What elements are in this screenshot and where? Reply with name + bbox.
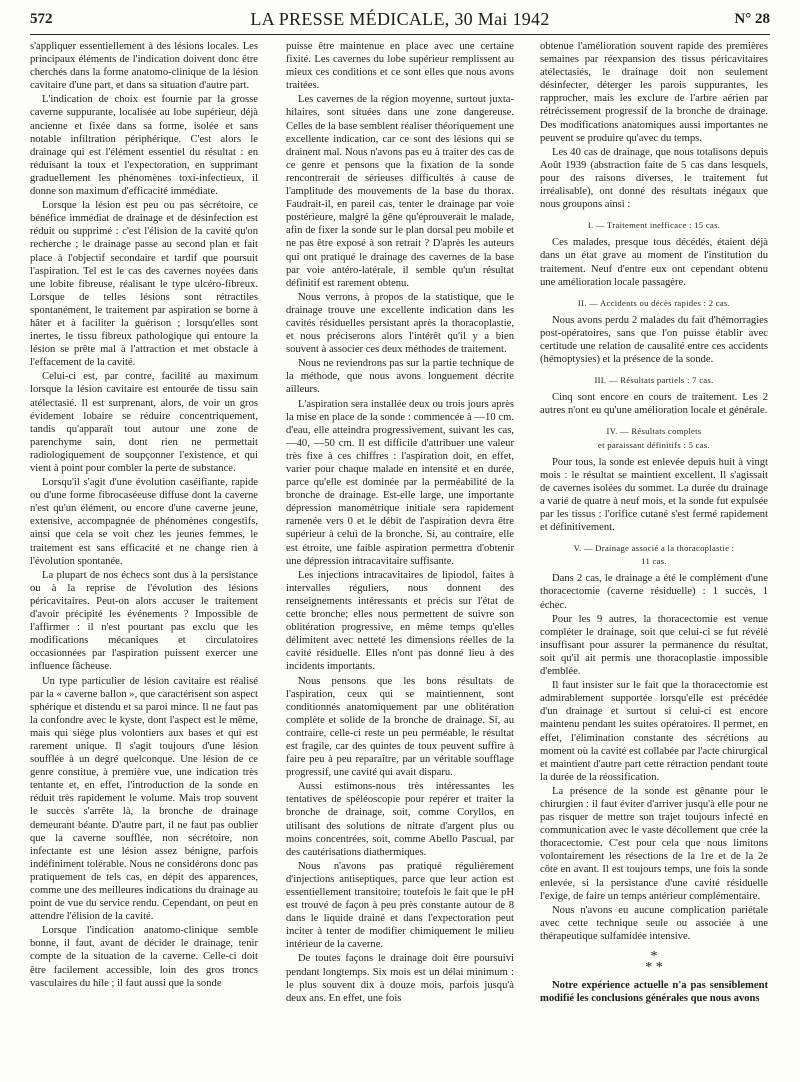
paragraph: De toutes façons le drainage doit être poursuivi pendant longtemps. Six mois est un délai minimum : le plus souvent dix à douze mois, parfois jusqu'à deux ans. En effet, une fois	[286, 953, 514, 1004]
paragraph: Il faut insister sur le fait que la thoracectomie est admirablement supportée lorsqu'elle est précédée d'un drainage et surtout si celui-ci est encore maintenu pendant les suites opératoires. Il permet, en effet, l'élimination constante des sécrétions au moment où la cavité est collabée par l'acte chirurgical et maintient d'autre part cette rétraction pendant toute la durée de la réossification.	[540, 680, 768, 783]
paragraph: Les injections intracavitaires de lipiodol, faites à intervalles réguliers, nous donnent des renseignements intéressants et précis sur l'état de cette bronche; elles nous permettent de suivre son oblitération progressive, en même temps qu'elles délimitent avec netteté les dimensions réelles de la cavité résiduelle. Elles n'ont pas donné lieu à des incidents importants.	[286, 569, 514, 673]
paragraph: Nous n'avons pas pratiqué régulièrement d'injections antiseptiques, parce que leur action est essentiellement transitoire; toutefois le fait que le pH est trouvé de façon à peu près constante autour de 8 dans le liquide drainé et dans l'expectoration peut inciter à tenter de modifier chimiquement le milieu intérieur de la caverne.	[286, 860, 514, 951]
column-2	[286, 40, 514, 1070]
section-heading: III. — Résultats partiels : 7 cas.	[594, 375, 714, 386]
paragraph: Celui-ci est, par contre, facilité au maximum lorsque la lésion cavitaire est entourée de tissu sain atélectasié. Il est surprenant, alors, de voir un gros évidement lobaire se réduire concentriquement, tandis qu'apparaît tout autour une zone de parenchyme sain, dont rien ne permettait radiologiquement de soupçonner l'existence, et qui vient à point pour combler la perte de substance.	[30, 371, 258, 474]
section-heading: II. — Accidents ou décès rapides : 2 cas.	[577, 297, 731, 308]
paragraph: Lorsque l'indication anatomo-clinique semble bonne, il faut, avant de décider le drainage, tenir compte de la situation de la caverne. Celle-ci doit être facilement accessible, loin des gros troncs vasculaires du hile ; il faut aussi que la sonde	[30, 925, 258, 989]
section-heading: I. — Traitement inefficace : 15 cas.	[587, 220, 721, 231]
paragraph: Nous verrons, à propos de la statistique, que le drainage trouve une excellente indication dans les cavités résiduelles persistant après la thoracoplastie, et nous préciserons alors l'intérêt qu'il y a bien souvent à associer ces deux méthodes de traitement.	[286, 291, 514, 356]
paragraph: L'indication de choix est fournie par la grosse caverne suppurante, localisée au lobe supérieur, déjà ancienne et fixée dans sa forme, isolée et sans notable infiltration périphérique. C'est alors le drainage qui est l'élément essentiel du résultat : en réduisant la toux et l'expectoration, en supprimant graduellement les phénomènes toxi-infectieux, il donne son maximum d'efficacité immédiate.	[30, 94, 258, 198]
paragraph: Ces malades, presque tous décédés, étaient déjà dans un état grave au moment de l'institution du traitement. Neuf d'entre eux ont cependant obtenu une amélioration locale passagère.	[540, 237, 768, 288]
page-header	[30, 6, 770, 32]
column-3	[540, 40, 768, 1070]
paragraph: Lorsque la lésion est peu ou pas sécrétoire, ce bénéfice immédiat de drainage et de désinfection est réduit ou supprimé : c'est l'élision de la cavité qu'on recherche ; le drainage passe au second plan et fait place à l'objectif secondaire et tardif que poursuit l'aspiration. Tel est le cas des cavernes noyées dans une lobite fibreuse, réalisant le type ulcéro-fibreux. Lorsque de telles lésions sont rétractiles spontanément, le traitement par aspiration se borne à hâter et à faciliter la guérison ; lorsqu'elles sont inertes, le tissu fibreux pathologique qui entoure la lésion se prête mal à l'attraction et met obstacle à l'effacement de la cavité.	[30, 200, 258, 369]
paragraph: Nous n'avons eu aucune complication pariétale avec cette technique seule ou associée à une thérapeutique sulfamidée intensive.	[540, 904, 768, 942]
paragraph: obtenue l'amélioration souvent rapide des premières semaines par réexpansion des tissus péricavitaires atélectasiés, le drainage doit non seulement désinfecter, déterger les parois suppurantes, les rapprocher, mais les exclure de l'arbre aérien par rétrécissement progressif de la bronche de drainage. Des modifications anatomiques aussi importantes ne peuvent se produire qu'avec du temps.	[540, 41, 768, 144]
column-1	[30, 40, 258, 1070]
paragraph: Nous ne reviendrons pas sur la partie technique de la méthode, que nous avons longuement décrite ailleurs.	[286, 358, 514, 396]
paragraph: L'aspiration sera installée deux ou trois jours après la mise en place de la sonde : commencée à —10 cm. d'eau, elle atteindra progressivement, suivant les cas, —40, —50 cm. Il est difficile d'attribuer une valeur très fixe à ces chiffres : l'aspiration doit, en effet, varier pour chaque malade en intensité et en durée, parce qu'elle est dominée par la perméabilité de la bronche de drainage. Est-elle large, une importante dépression manométrique initiale sera rapidement ramenée vers 0 et le débit de l'aspiration devra être supérieur à celui de la bronche. Si, au contraire, elle est étroite, une faible aspiration permettra d'obtenir une dépression intracavitaire suffisante.	[286, 398, 514, 567]
paragraph: Nous avons perdu 2 malades du fait d'hémorragies post-opératoires, sans que l'on puisse établir avec certitude une relation de causalité entre ces accidents (hémoptysies) et la présence de la sonde.	[540, 314, 768, 366]
paragraph: puisse être maintenue en place avec une certaine fixité. Les cavernes du lobe supérieur remplissent au mieux ces conditions et ce sont elles que nous avons traitées.	[286, 41, 514, 92]
page-number: 572	[30, 11, 53, 27]
issue-number: N° 28	[734, 11, 770, 27]
paragraph: Aussi estimons-nous très intéressantes les tentatives de spéléoscopie pour repérer et traiter la bronche de drainage, soit, comme Coryllos, en utilisant des solutions de nitrate d'argent plus ou moins concentrées, soit, comme Abello Pascual, par des cautérisations diathermiques.	[286, 781, 514, 858]
paragraph: Pour les 9 autres, la thoracectomie est venue compléter le drainage, soit que celui-ci se fut révélé insuffisant pour assurer la permanence du résultat, soit qu'il ait permis une thoracoplastie impossible d'emblée.	[540, 613, 768, 678]
paragraph: La présence de la sonde est gênante pour le chirurgien : il faut éviter d'arriver jusqu'à elle pour ne pas risquer de mettre son trajet toujours infecté en communication avec le vaste décollement que crée la thoracectomie. C'est pour cela que nous limitons volontairement les résections de la 1re et de la 2e côte en avant. Il est toujours temps, une fois la sonde enlevée, si la persistance d'une cavité résiduelle l'exige, de faire un temps antérieur complémentaire.	[540, 785, 768, 902]
paragraph: Lorsqu'il s'agit d'une évolution caséifiante, rapide ou d'une forme fibrocaséeuse diffuse dont la caverne n'est qu'un élément, ou encore d'une caverne jeune, extensive, accompagnée de phénomènes congestifs, ainsi que cela se voit chez les jeunes femmes, le traitement est sans efficacité et ne change rien à l'évolution spontanée.	[30, 477, 258, 567]
paragraph: Un type particulier de lésion cavitaire est réalisé par la « caverne ballon », que caractérisent son aspect sphérique et distendu et sa paroi mince. Il ne faut pas la confondre avec le kyste, dont l'aspect est le même, mais qui siège plus volontiers aux bases et qui est rarement unique. Il s'agit toujours d'une lésion soufflée à un degré quelconque. Une lésion de ce genre constitue, à première vue, une indication très tentante et, en effet, l'introduction de la sonde en réduit très rapidement le volume. Mais trop souvent le succès s'arrête là, la bronche de drainage demeurant béante. D'autre part, il ne faut pas oublier que la caverne soufflée, non sécrétoire, non infectante est une lésion assez bénigne, parfois indéfiniment tolérable. Nous ne considérons donc pas pratiquement de tels cas, en dépit des apparences, comme une des meilleures indications du drainage au point de vue du service rendu. Cependant, on peut en attendre l'élision de la cavité.	[30, 675, 258, 923]
section-heading-continued: et paraissant définitifs : 5 cas.	[597, 439, 711, 450]
journal-title: LA PRESSE MÉDICALE, 30 Mai 1942	[250, 9, 550, 29]
paragraph: Dans 2 cas, le drainage a été le complément d'une thoracectomie (caverne résiduelle) : 1 succès, 1 échec.	[540, 573, 768, 611]
asterism-bottom: * *	[645, 960, 663, 975]
section-heading: V. — Drainage associé a la thoracoplastie :	[573, 543, 735, 554]
paragraph: Pour tous, la sonde est enlevée depuis huit à vingt mois : le résultat se maintient excellent. Il s'agissait de cavernes isolées du sommet. La durée du drainage a varié de quatre à neuf mois, et la sonde fut expulsée par les tissus : l'orifice cutané s'est fermé rapidement et définitivement.	[540, 456, 768, 534]
section-heading: IV. — Résultats complets	[606, 426, 702, 437]
paragraph: La plupart de nos échecs sont dus à la persistance ou à la reprise de l'évolution des lésions péricavitaires. Peut-on alors accuser le traitement d'avoir précipité les événements ? Impossible de l'affirmer : il n'est pourtant pas exclu que les modifications mécaniques et circulatoires occasionnées par l'aspiration puissent exercer une influence fâcheuse.	[30, 569, 258, 673]
paragraph: Cinq sont encore en cours de traitement. Les 2 autres n'ont eu qu'une amélioration locale et générale.	[540, 392, 768, 417]
asterism-top: *	[650, 949, 658, 964]
paragraph: Les cavernes de la région moyenne, surtout juxta-hilaires, sont situées dans une zone dangereuse. Celles de la base semblent réaliser théoriquement une excellente indication, car ce sont des lésions qui se drainent mal. Nous n'avons pas eu à traiter des cas de ce genre et pensons que la fixation de la sonde rencontrerait de sérieuses difficultés à cause de l'amplitude des mouvements de la base du thorax. Faudrait-il, en pareil cas, tenter le drainage par voie postérieure, malgré la gêne qu'éprouverait le malade, afin de fixer la sonde sur le plan dorsal peu mobile et ne pas être exposé à son retrait ? D'après les auteurs qui ont pratiqué le drainage des cavernes de la base par voie antéro-latérale, il semble qu'un résultat définitif est rarement obtenu.	[286, 94, 514, 289]
paragraph: s'appliquer essentiellement à des lésions locales. Les principaux éléments de l'indication doivent donc être cherchés dans la forme anatomo-clinique de la lésion cavitaire d'une part, et dans sa situation d'autre part.	[30, 41, 258, 92]
paragraph: Nous pensons que les bons résultats de l'aspiration, ceux qui se maintiennent, sont conditionnés anatomiquement par une oblitération complète et solide de la bronche de drainage. Si, au contraire, celle-ci reste un peu perméable, le résultat est fragile, car des quintes de toux peuvent suffire à faire peu à peu reparaître, par un véritable soufflage progressif, une cavité qui avait disparu.	[286, 675, 514, 779]
section-heading-continued: 11 cas.	[641, 556, 667, 567]
closing-paragraph: Notre expérience actuelle n'a pas sensiblement modifié les conclusions générales que nous avons	[540, 980, 768, 1005]
paragraph: Les 40 cas de drainage, que nous totalisons depuis Août 1939 (abstraction faite de 5 cas dans lesquels, pour des raisons diverses, le traitement fut irréalisable), ont donné des résultats inégaux que nous groupons ainsi :	[540, 146, 768, 211]
asterism-separator	[540, 951, 768, 973]
header-rule	[30, 34, 770, 35]
